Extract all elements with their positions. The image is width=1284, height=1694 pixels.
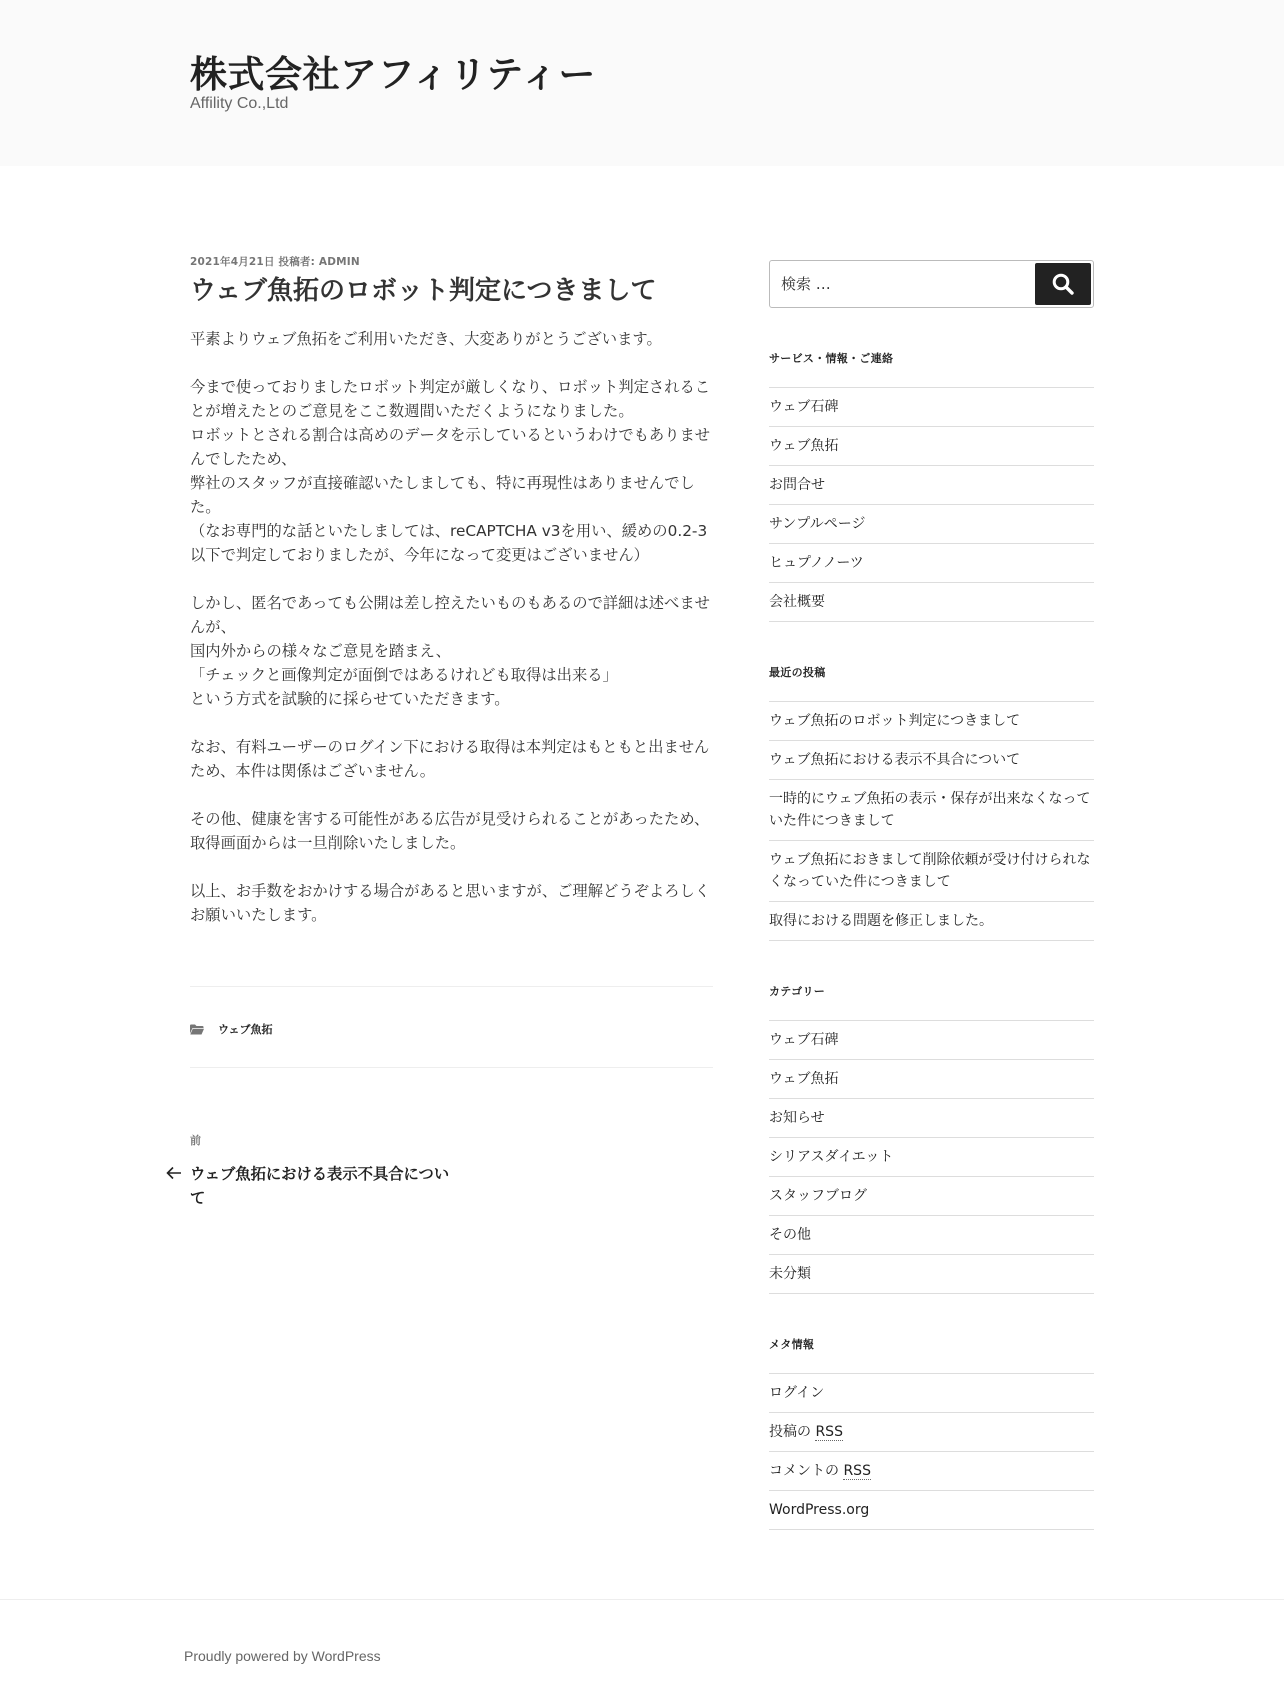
list-item [769, 780, 1094, 841]
post-content [190, 327, 713, 927]
post-paragraph [190, 327, 713, 351]
widget-meta [769, 1336, 1094, 1530]
paragraph-line: （なお専門的な話といたしましては、reCAPTCHA v3を用い、緩めの0.2-3以下で判定しておりましたが、今年になって変更はございません） [190, 522, 708, 565]
previous-post-link[interactable]: ウェブ魚拓における表示不具合について [190, 1165, 450, 1207]
widget-list [769, 701, 1094, 941]
arrow-left-icon [166, 1165, 182, 1181]
paragraph-line: 今まで使っておりましたロボット判定が厳しくなり、ロボット判定されることが増えたとのご意見をここ数週間いただくようになりました。 [190, 378, 711, 421]
list-item [769, 902, 1094, 941]
comments-rss-prefix: コメントの [769, 1463, 839, 1479]
list-item [769, 1413, 1094, 1452]
category-item-link[interactable]: 未分類 [769, 1266, 811, 1282]
recent-post-link[interactable]: 一時的にウェブ魚拓の表示・保存が出来なくなっていた件につきまして [769, 791, 1091, 829]
post-title: ウェブ魚拓のロボット判定につきまして [190, 276, 657, 306]
services-link[interactable]: 会社概要 [769, 594, 825, 610]
post-paragraph [190, 591, 713, 711]
search-input[interactable] [770, 261, 1035, 307]
login-link[interactable]: ログイン [769, 1385, 825, 1401]
entry-footer [190, 986, 713, 1068]
rss-abbr: RSS [843, 1463, 871, 1479]
category-item-link[interactable]: スタッフブログ [769, 1188, 867, 1204]
list-item [769, 505, 1094, 544]
paragraph-line: なお、有料ユーザーのログイン下における取得は本判定はもともと出ませんため、本件は関係はございません。 [190, 738, 710, 781]
category-links [190, 1021, 273, 1037]
sidebar [769, 260, 1094, 1530]
author-link[interactable]: ADMIN [318, 256, 360, 268]
widget-title: サービス・情報・ご連絡 [769, 352, 894, 365]
comments-rss-link[interactable] [769, 1463, 871, 1480]
list-item [769, 841, 1094, 902]
search-icon [1052, 273, 1074, 295]
recent-post-link[interactable]: ウェブ魚拓におきまして削除依頼が受け付けられなくなっていた件につきまして [769, 852, 1091, 890]
paragraph-line: 平素よりウェブ魚拓をご利用いただき、大変ありがとうございます。 [190, 330, 662, 349]
search-form [769, 260, 1094, 308]
list-item [769, 1452, 1094, 1491]
recent-post-link[interactable]: ウェブ魚拓のロボット判定につきまして [769, 713, 1021, 729]
byline-prefix: 投稿者: [278, 256, 316, 268]
paragraph-line: という方式を試験的に採らせていただきます。 [190, 690, 510, 709]
post-paragraph [190, 879, 713, 927]
widget-recent-posts [769, 664, 1094, 941]
site-title[interactable]: 株式会社アフィリティー [190, 53, 596, 96]
post-paragraph [190, 375, 713, 567]
list-item [769, 1060, 1094, 1099]
paragraph-line: 弊社のスタッフが直接確認いたしましても、特に再現性はありませんでした。 [190, 474, 695, 517]
list-item [769, 1021, 1094, 1060]
list-item [769, 1374, 1094, 1413]
services-link[interactable]: サンプルページ [769, 516, 866, 532]
paragraph-line: その他、健康を害する可能性がある広告が見受けられることがあったため、取得画面からは一旦削除いたしました。 [190, 810, 710, 853]
list-item [769, 583, 1094, 622]
widget-title: 最近の投稿 [769, 666, 826, 679]
previous-post-label: 前 [190, 1134, 201, 1147]
widget-categories [769, 983, 1094, 1294]
category-link[interactable]: ウェブ魚拓 [218, 1023, 273, 1036]
list-item [769, 1099, 1094, 1138]
entries-rss-link[interactable] [769, 1424, 843, 1441]
site-description: Affility Co.,Ltd [190, 95, 289, 112]
widget-list [769, 1020, 1094, 1294]
widget-title: カテゴリー [769, 985, 826, 998]
paragraph-line: しかし、匿名であっても公開は差し控えたいものもあるので詳細は述べませんが、 [190, 594, 710, 637]
services-link[interactable]: ウェブ魚拓 [769, 438, 839, 454]
search-button[interactable] [1035, 263, 1091, 305]
list-item [769, 1177, 1094, 1216]
entry-meta [190, 254, 713, 269]
services-link[interactable]: ウェブ石碑 [769, 399, 839, 415]
category-item-link[interactable]: ウェブ石碑 [769, 1032, 839, 1048]
post-paragraph [190, 807, 713, 855]
widget-list [769, 387, 1094, 622]
widget-title: メタ情報 [769, 1338, 815, 1351]
powered-by-link[interactable]: Proudly powered by WordPress [184, 1648, 381, 1664]
list-item [769, 388, 1094, 427]
services-link[interactable]: お問合せ [769, 477, 825, 493]
recent-post-link[interactable]: ウェブ魚拓における表示不具合について [769, 752, 1021, 768]
widget-services [769, 350, 1094, 622]
category-item-link[interactable]: お知らせ [769, 1110, 825, 1126]
paragraph-line: ロボットとされる割合は高めのデータを示しているというわけでもありませんでしたため、 [190, 426, 711, 469]
list-item [769, 544, 1094, 583]
category-item-link[interactable]: その他 [769, 1227, 811, 1243]
paragraph-line: 「チェックと画像判定が面倒ではあるけれども取得は出来る」 [190, 666, 618, 685]
main-content [190, 254, 713, 1207]
list-item [769, 741, 1094, 780]
recent-post-link[interactable]: 取得における問題を修正しました。 [769, 913, 993, 929]
services-link[interactable]: ヒュプノノーツ [769, 555, 864, 571]
post-date-link[interactable]: 2021年4月21日 [190, 256, 275, 268]
category-item-link[interactable]: ウェブ魚拓 [769, 1071, 839, 1087]
paragraph-line: 国内外からの様々なご意見を踏まえ、 [190, 642, 451, 661]
list-item [769, 427, 1094, 466]
rss-abbr: RSS [815, 1424, 843, 1440]
entries-rss-prefix: 投稿の [769, 1424, 811, 1440]
list-item [769, 1491, 1094, 1530]
list-item [769, 1138, 1094, 1177]
post-paragraph [190, 735, 713, 783]
wordpress-org-link[interactable]: WordPress.org [769, 1502, 870, 1518]
list-item [769, 1216, 1094, 1255]
list-item [769, 702, 1094, 741]
site-header [0, 0, 1284, 166]
post-navigation [190, 1132, 713, 1210]
list-item [769, 466, 1094, 505]
folder-icon [190, 1024, 204, 1035]
list-item [769, 1255, 1094, 1294]
paragraph-line: 以上、お手数をおかけする場合があると思いますが、ご理解どうぞよろしくお願いいたします。 [190, 882, 711, 925]
site-footer [0, 1599, 1284, 1694]
category-item-link[interactable]: シリアスダイエット [769, 1149, 894, 1165]
